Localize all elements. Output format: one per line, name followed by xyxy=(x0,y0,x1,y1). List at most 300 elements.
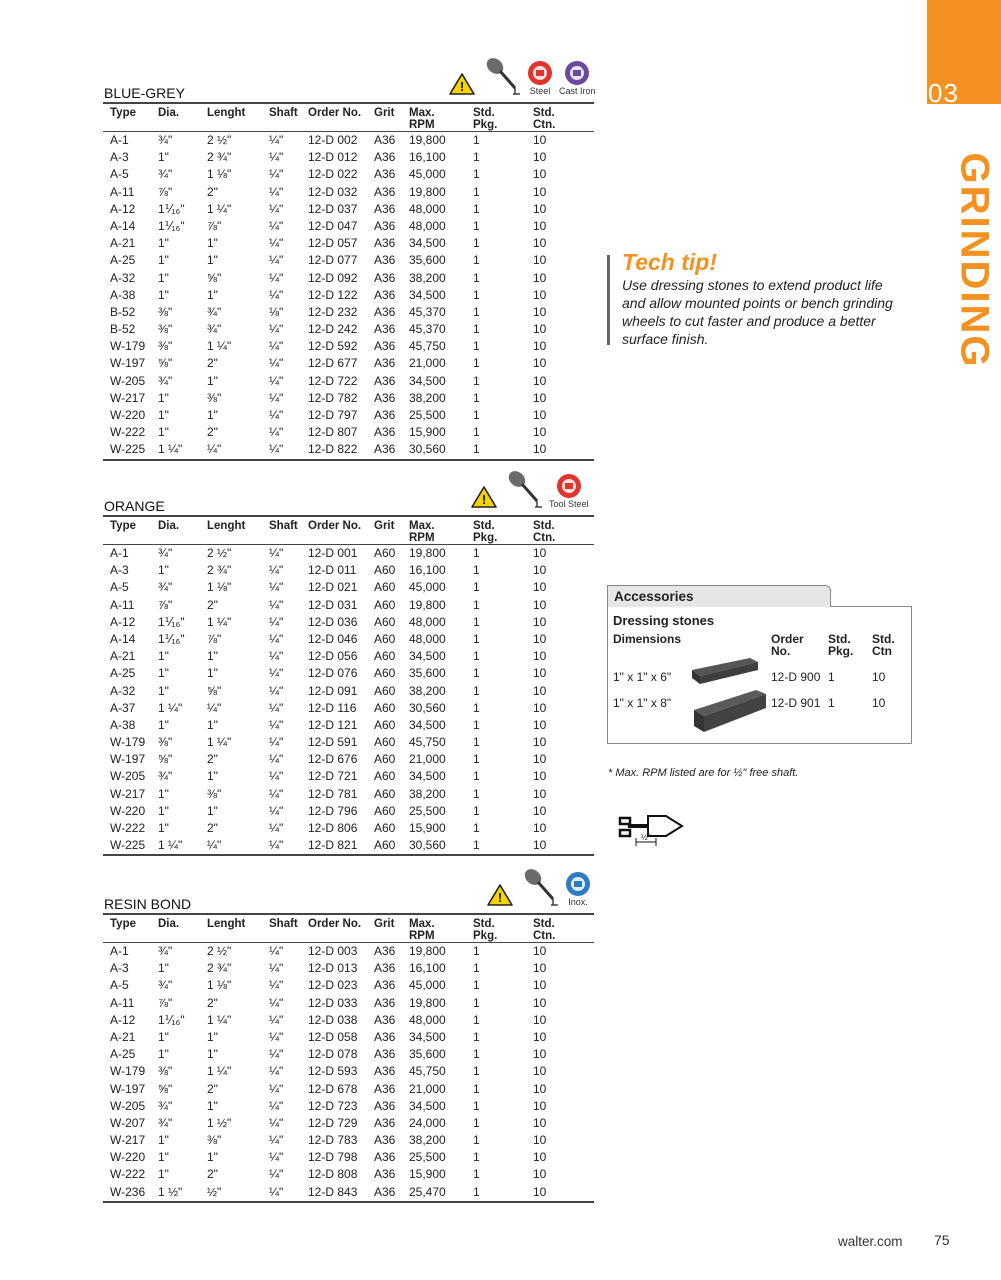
table-cell: B-52 xyxy=(110,322,136,337)
table-cell: 1 xyxy=(473,1012,480,1027)
table-row xyxy=(103,355,594,372)
table-cell: ¼" xyxy=(269,201,284,216)
table-cell: 21,000 xyxy=(409,356,446,371)
table-cell: 1 xyxy=(473,218,480,233)
table-cell: 2" xyxy=(207,1167,218,1182)
table-cell: 12-D 781 xyxy=(308,786,358,801)
table-cell: A60 xyxy=(374,838,396,853)
table-cell: 12-D 057 xyxy=(308,236,358,251)
column-header: Type xyxy=(110,107,136,119)
table-cell: A-25 xyxy=(110,666,136,681)
table-cell: A60 xyxy=(374,803,396,818)
table-cell: 12-D 012 xyxy=(308,150,358,165)
table-cell: ⅞" xyxy=(158,184,173,199)
acc-header-ctn: Std. Ctn xyxy=(872,632,895,658)
table-cell: ⅝" xyxy=(207,683,222,698)
table-cell: 1" xyxy=(207,649,218,664)
column-header: Grit xyxy=(374,107,395,119)
table-cell: W-222 xyxy=(110,425,146,440)
table-row xyxy=(103,995,594,1012)
table-cell: 10 xyxy=(533,995,547,1010)
table-cell: 2" xyxy=(207,752,218,767)
table-cell: A36 xyxy=(374,322,396,337)
column-header: Std. Pkg. xyxy=(473,107,498,131)
table-cell: 12-D 806 xyxy=(308,821,358,835)
table-cell: 2 ½" xyxy=(207,546,232,560)
table-cell: 1 xyxy=(473,287,480,302)
table-cell: 10 xyxy=(533,821,547,835)
table-cell: W-197 xyxy=(110,1081,146,1096)
table-cell: A36 xyxy=(374,390,396,405)
material-label: Tool Steel xyxy=(549,499,589,509)
table-cell: 2" xyxy=(207,425,218,440)
table-row xyxy=(103,390,594,407)
footer-url[interactable]: walter.com xyxy=(838,1234,903,1249)
table-cell: ¾" xyxy=(158,167,173,182)
table-cell: 1 ¼" xyxy=(207,1012,232,1027)
table-row xyxy=(103,977,594,994)
table-cell: 12-D 843 xyxy=(308,1184,358,1199)
table-cell: 30,560 xyxy=(409,442,446,457)
table-cell: 12-D 001 xyxy=(308,546,358,560)
table-cell: 10 xyxy=(533,1081,547,1096)
table-cell: 10 xyxy=(533,631,547,646)
table-cell: 1 xyxy=(473,1081,480,1096)
table-cell: ¼" xyxy=(269,167,284,182)
table-cell: 25,500 xyxy=(409,803,446,818)
column-header: Max. RPM xyxy=(409,918,435,942)
column-header: Type xyxy=(110,520,136,532)
table-cell: 10 xyxy=(533,390,547,405)
table-cell: ¼" xyxy=(269,666,284,681)
table-cell: ¼" xyxy=(269,821,284,835)
table-row xyxy=(103,1081,594,1098)
table-cell: A36 xyxy=(374,995,396,1010)
acc-header-pkg: Std. Pkg. xyxy=(828,632,854,658)
table-cell: 1 xyxy=(473,339,480,354)
table-cell: 1 xyxy=(473,1184,480,1199)
column-header: Order No. xyxy=(308,520,362,532)
table-cell: 1" xyxy=(158,1029,169,1044)
table-cell: 1 xyxy=(473,425,480,440)
table-cell: A36 xyxy=(374,944,396,958)
table-cell: 12-D 011 xyxy=(308,563,357,578)
table-cell: 10 xyxy=(533,838,547,853)
table-cell: 1 xyxy=(473,1150,480,1165)
table-row xyxy=(103,132,594,149)
table-cell: A36 xyxy=(374,356,396,371)
table-cell: A60 xyxy=(374,631,396,646)
table-row xyxy=(103,1115,594,1132)
grinder-icon xyxy=(519,865,559,907)
table-cell: 1" xyxy=(207,373,218,388)
table-cell: 45,750 xyxy=(409,1064,446,1079)
column-header: Type xyxy=(110,918,136,930)
table-cell: 12-D 822 xyxy=(308,442,358,457)
column-header: Dia. xyxy=(158,107,180,119)
table-row xyxy=(103,943,594,960)
table-cell: W-205 xyxy=(110,769,146,784)
table-row xyxy=(103,597,594,614)
table-cell: ⅝" xyxy=(158,752,173,767)
table-cell: 1" xyxy=(158,821,169,835)
column-header: Order No. xyxy=(308,107,362,119)
table-cell: 45,000 xyxy=(409,978,446,993)
table-cell: 1 xyxy=(473,236,480,251)
table-cell: W-179 xyxy=(110,735,146,750)
table-cell: A-11 xyxy=(110,995,135,1010)
table-row xyxy=(103,648,594,665)
table-cell: A36 xyxy=(374,425,396,440)
table-cell: 16,100 xyxy=(409,563,446,578)
table-cell: ¼" xyxy=(269,1115,284,1130)
table-row xyxy=(103,373,594,390)
table-cell: 2" xyxy=(207,597,218,612)
table-cell: ¼" xyxy=(269,1064,284,1079)
table-cell: ¼" xyxy=(269,961,284,976)
table-cell: A36 xyxy=(374,184,396,199)
table-cell: 1" xyxy=(207,1098,218,1113)
warning-icon xyxy=(487,883,513,907)
table-cell: 2 ¾" xyxy=(207,961,232,976)
table-cell: ¼" xyxy=(269,546,284,560)
table-cell: 2 ½" xyxy=(207,944,232,958)
acc-item-pkg: 1 xyxy=(828,670,835,684)
table-cell: 1" xyxy=(158,1047,169,1062)
table-cell: ¼" xyxy=(269,442,284,457)
grinder-icon xyxy=(503,467,543,509)
table-cell: ⅝" xyxy=(207,270,222,285)
table-cell: ⅜" xyxy=(158,735,173,750)
table-row xyxy=(103,579,594,596)
table-cell: 1 xyxy=(473,1047,480,1062)
svg-text:!: ! xyxy=(481,492,487,507)
table-cell: 1 xyxy=(473,1098,480,1113)
table-cell: 38,200 xyxy=(409,390,446,405)
table-cell: W-217 xyxy=(110,1133,146,1148)
table-cell: ⅜" xyxy=(207,390,222,405)
table-cell: A36 xyxy=(374,1098,396,1113)
table-cell: 1" xyxy=(158,150,169,165)
product-table xyxy=(103,497,594,856)
table-cell: 12-D 796 xyxy=(308,803,358,818)
table-cell: 1 ⅛" xyxy=(207,580,232,595)
table-cell: 12-D 033 xyxy=(308,995,358,1010)
table-cell: 1⅟₁₆" xyxy=(158,631,185,646)
table-row xyxy=(103,321,594,338)
table-cell: A60 xyxy=(374,580,396,595)
table-cell: 1 xyxy=(473,373,480,388)
table-cell: 12-D 056 xyxy=(308,649,358,664)
acc-header-dimensions: Dimensions xyxy=(613,632,682,646)
table-cell: ½" xyxy=(207,1184,222,1199)
table-row xyxy=(103,235,594,252)
table-cell: ¼" xyxy=(269,356,284,371)
table-cell: A60 xyxy=(374,769,396,784)
table-cell: ¾" xyxy=(158,373,173,388)
footnote: * Max. RPM listed are for ½" free shaft. xyxy=(608,767,799,779)
table-row xyxy=(103,166,594,183)
column-header: Lenght xyxy=(207,107,246,119)
table-cell: 1" xyxy=(158,408,169,422)
table-cell: ¼" xyxy=(269,769,284,784)
table-cell: 10 xyxy=(533,218,547,233)
column-header: Std. Pkg. xyxy=(473,520,498,544)
table-cell: 10 xyxy=(533,1098,547,1113)
table-cell: A-21 xyxy=(110,236,136,251)
table-cell: 10 xyxy=(533,1012,547,1027)
table-cell: 12-D 021 xyxy=(308,580,358,595)
table-cell: 1 xyxy=(473,563,480,578)
table-row xyxy=(103,631,594,648)
table-cell: A36 xyxy=(374,236,396,251)
table-cell: A-21 xyxy=(110,649,136,664)
table-cell: 12-D 076 xyxy=(308,666,358,681)
table-row xyxy=(103,803,594,820)
table-cell: 1 xyxy=(473,580,480,595)
table-header xyxy=(103,517,594,544)
column-header: Max. RPM xyxy=(409,107,435,131)
table-cell: ⅜" xyxy=(207,1133,222,1148)
table-cell: A-1 xyxy=(110,546,129,560)
warning-icon xyxy=(449,72,475,96)
table-cell: A-11 xyxy=(110,597,135,612)
table-cell: 12-D 721 xyxy=(308,769,358,784)
dressing-stone-8-image xyxy=(688,686,768,734)
table-cell: ¾" xyxy=(158,944,173,958)
table-cell: ¼" xyxy=(269,700,284,715)
table-cell: 10 xyxy=(533,304,547,319)
table-cell: A-11 xyxy=(110,184,135,199)
column-header: Max. RPM xyxy=(409,520,435,544)
table-cell: 1" xyxy=(158,961,169,976)
table-bottom-rule xyxy=(103,1201,594,1203)
table-cell: 1 xyxy=(473,442,480,457)
table-row xyxy=(103,768,594,785)
table-cell: 10 xyxy=(533,201,547,216)
table-cell: 1 ⅛" xyxy=(207,167,232,182)
table-cell: 12-D 037 xyxy=(308,201,358,216)
table-cell: ¾" xyxy=(158,1098,173,1113)
column-header: Order No. xyxy=(308,918,362,930)
table-cell: 12-D 592 xyxy=(308,339,358,354)
table-cell: ¼" xyxy=(269,390,284,405)
table-cell: 1" xyxy=(158,683,169,698)
table-cell: ¼" xyxy=(269,236,284,251)
table-cell: 1 ⅛" xyxy=(207,978,232,993)
table-cell: 35,600 xyxy=(409,253,446,268)
table-cell: 10 xyxy=(533,546,547,560)
table-cell: 12-D 091 xyxy=(308,683,358,698)
table-cell: 10 xyxy=(533,339,547,354)
table-cell: ¼" xyxy=(269,683,284,698)
table-row xyxy=(103,683,594,700)
table-cell: 1 ¼" xyxy=(207,1064,232,1079)
table-cell: 30,560 xyxy=(409,838,446,853)
table-cell: ⅞" xyxy=(158,995,173,1010)
table-cell: A36 xyxy=(374,270,396,285)
table-cell: ¼" xyxy=(269,649,284,664)
table-cell: 1" xyxy=(207,803,218,818)
table-cell: 15,900 xyxy=(409,1167,446,1182)
table-cell: ⅜" xyxy=(158,304,173,319)
table-cell: A-1 xyxy=(110,944,129,958)
table-cell: 25,500 xyxy=(409,408,446,422)
table-cell: 1 xyxy=(473,735,480,750)
table-cell: 38,200 xyxy=(409,270,446,285)
table-cell: ¼" xyxy=(269,287,284,302)
table-cell: 10 xyxy=(533,563,547,578)
table-cell: 34,500 xyxy=(409,236,446,251)
table-row xyxy=(103,734,594,751)
table-cell: 10 xyxy=(533,786,547,801)
table-cell: A-12 xyxy=(110,614,136,629)
table-row xyxy=(103,1184,594,1201)
table-cell: A60 xyxy=(374,614,396,629)
table-title: RESIN BOND xyxy=(104,896,192,912)
acc-item-ctn: 10 xyxy=(872,696,886,710)
acc-item-dim: 1" x 1" x 6" xyxy=(613,670,672,684)
table-cell: 12-D 003 xyxy=(308,944,358,958)
table-cell: 12-D 023 xyxy=(308,978,358,993)
table-row xyxy=(103,1166,594,1183)
table-cell: ⅜" xyxy=(158,339,173,354)
table-cell: 1 xyxy=(473,597,480,612)
table-cell: 1⅟₁₆" xyxy=(158,201,185,216)
table-cell: 1 ¼" xyxy=(158,838,183,853)
table-cell: 15,900 xyxy=(409,425,446,440)
table-cell: A60 xyxy=(374,597,396,612)
table-cell: 12-D 031 xyxy=(308,597,358,612)
table-cell: A-3 xyxy=(110,563,129,578)
table-cell: 12-D 808 xyxy=(308,1167,358,1182)
table-cell: A36 xyxy=(374,201,396,216)
table-cell: A36 xyxy=(374,287,396,302)
table-cell: 1 xyxy=(473,1167,480,1182)
table-row xyxy=(103,562,594,579)
table-cell: 1 xyxy=(473,408,480,422)
table-cell: A60 xyxy=(374,700,396,715)
steel-icon xyxy=(527,60,553,96)
table-cell: 1 xyxy=(473,150,480,165)
table-cell: 10 xyxy=(533,752,547,767)
table-cell: A-32 xyxy=(110,683,136,698)
table-cell: W-217 xyxy=(110,786,146,801)
table-cell: A-38 xyxy=(110,287,136,302)
table-cell: 38,200 xyxy=(409,1133,446,1148)
table-cell: 10 xyxy=(533,236,547,251)
column-header: Grit xyxy=(374,918,395,930)
table-cell: 1" xyxy=(158,253,169,268)
table-cell: W-220 xyxy=(110,408,146,422)
table-cell: 34,500 xyxy=(409,287,446,302)
table-cell: 48,000 xyxy=(409,218,446,233)
table-cell: W-217 xyxy=(110,390,146,405)
table-cell: ¼" xyxy=(269,614,284,629)
table-cell: 34,500 xyxy=(409,717,446,732)
material-label: Cast Iron xyxy=(559,86,596,96)
table-cell: 45,000 xyxy=(409,580,446,595)
table-cell: 1 xyxy=(473,821,480,835)
table-cell: 12-D 729 xyxy=(308,1115,358,1130)
table-cell: A36 xyxy=(374,1184,396,1199)
table-cell: 2" xyxy=(207,184,218,199)
table-cell: 10 xyxy=(533,649,547,664)
table-cell: 1" xyxy=(158,236,169,251)
table-cell: 10 xyxy=(533,184,547,199)
table-cell: ¼" xyxy=(269,218,284,233)
table-cell: W-220 xyxy=(110,1150,146,1165)
table-cell: ¼" xyxy=(269,1081,284,1096)
table-cell: ¼" xyxy=(269,944,284,958)
material-icons xyxy=(471,467,589,509)
table-cell: 12-D 798 xyxy=(308,1150,358,1165)
table-cell: 1" xyxy=(207,1029,218,1044)
table-cell: 16,100 xyxy=(409,150,446,165)
table-cell: ¼" xyxy=(269,838,284,853)
table-cell: ¼" xyxy=(269,786,284,801)
table-row xyxy=(103,338,594,355)
table-cell: ¼" xyxy=(269,425,284,440)
table-cell: 12-D 677 xyxy=(308,356,358,371)
table-row xyxy=(103,149,594,166)
table-cell: 10 xyxy=(533,614,547,629)
table-cell: 2" xyxy=(207,821,218,835)
table-cell: 10 xyxy=(533,700,547,715)
table-cell: 34,500 xyxy=(409,769,446,784)
column-header: Shaft xyxy=(269,520,298,532)
tool-steel-icon xyxy=(549,473,589,509)
table-cell: A-5 xyxy=(110,580,129,595)
acc-item-pkg: 1 xyxy=(828,696,835,710)
table-cell: A36 xyxy=(374,1029,396,1044)
table-cell: A-12 xyxy=(110,201,136,216)
dressing-stone-6-image xyxy=(688,654,763,686)
table-row xyxy=(103,270,594,287)
table-cell: 1 xyxy=(473,631,480,646)
table-cell: 10 xyxy=(533,803,547,818)
table-cell: ¼" xyxy=(269,597,284,612)
table-cell: 12-D 121 xyxy=(308,717,358,732)
table-cell: 1 xyxy=(473,167,480,182)
table-cell: ¾" xyxy=(158,546,173,560)
table-cell: 12-D 593 xyxy=(308,1064,358,1079)
table-bottom-rule xyxy=(103,459,594,461)
table-cell: 1" xyxy=(158,1167,169,1182)
table-cell: 10 xyxy=(533,1029,547,1044)
table-cell: A60 xyxy=(374,546,396,560)
table-cell: 10 xyxy=(533,322,547,337)
table-cell: ¼" xyxy=(269,1150,284,1165)
table-cell: 1 xyxy=(473,356,480,371)
table-cell: A60 xyxy=(374,683,396,698)
table-row xyxy=(103,201,594,218)
table-cell: 10 xyxy=(533,442,547,457)
table-cell: 12-D 723 xyxy=(308,1098,358,1113)
table-cell: 12-D 058 xyxy=(308,1029,358,1044)
table-cell: 1 xyxy=(473,390,480,405)
table-cell: W-225 xyxy=(110,838,146,853)
table-cell: 1" xyxy=(207,717,218,732)
table-cell: 10 xyxy=(533,373,547,388)
table-cell: A60 xyxy=(374,649,396,664)
table-row xyxy=(103,1132,594,1149)
table-cell: 1" xyxy=(158,425,169,440)
table-cell: A36 xyxy=(374,408,396,422)
table-cell: 10 xyxy=(533,1115,547,1130)
table-cell: 25,470 xyxy=(409,1184,446,1199)
table-cell: B-52 xyxy=(110,304,136,319)
